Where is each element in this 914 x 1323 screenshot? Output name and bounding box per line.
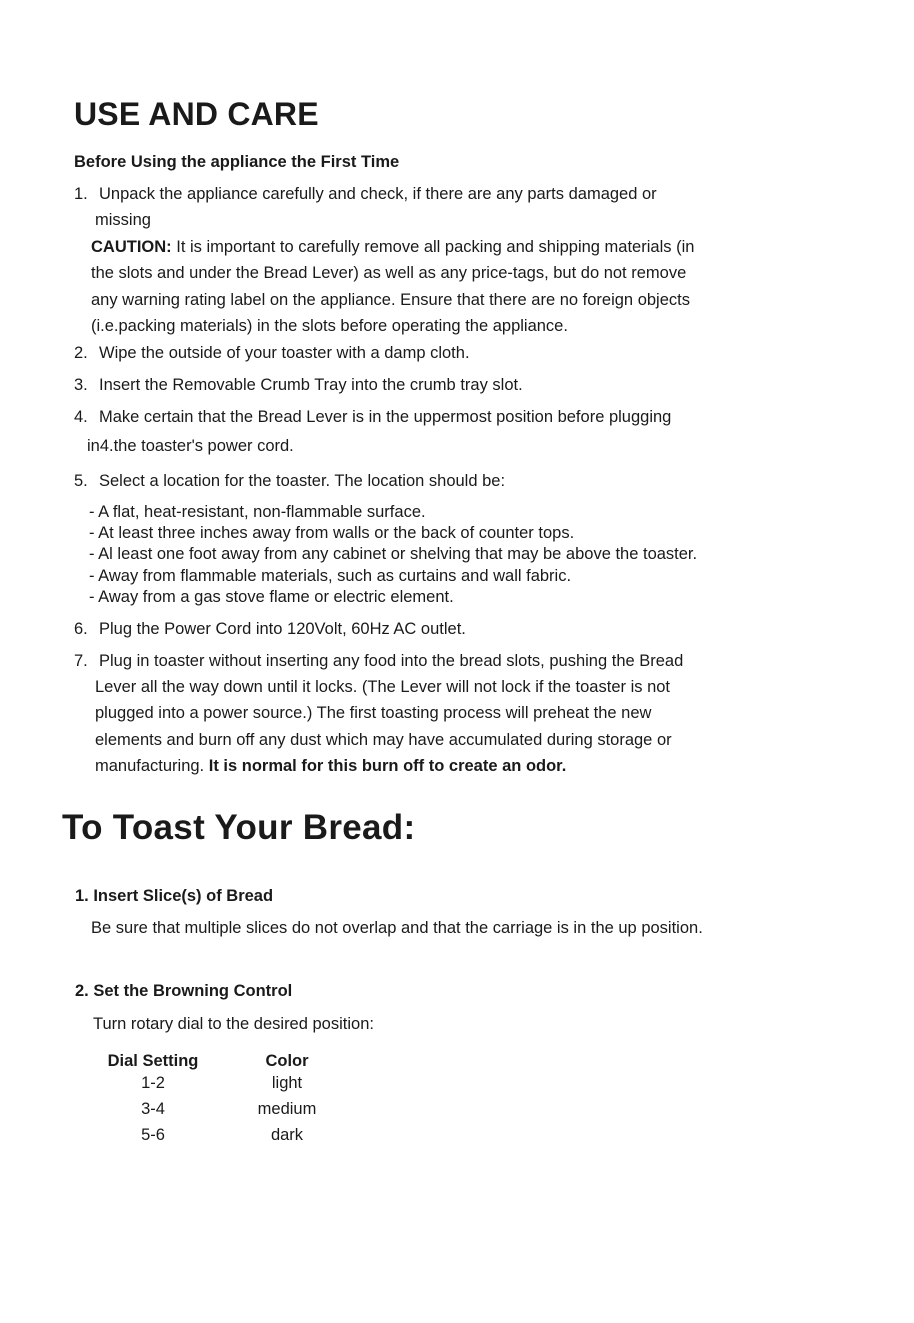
table-cell-color: light (271, 1074, 303, 1092)
step-number: 7. (74, 652, 88, 670)
step-4-text-cont: in4.the toaster's power cord. (87, 437, 294, 455)
step-7-text: Plug in toaster without inserting any food into the bread slots, pushing the Bread (99, 652, 684, 670)
location-bullet: - Away from a gas stove flame or electric element. (89, 588, 454, 606)
step-1-text: Unpack the appliance carefully and check, if there are any parts damaged or (99, 185, 657, 203)
step-2-text: Wipe the outside of your toaster with a damp cloth. (99, 344, 470, 362)
table-cell-setting: 5-6 (141, 1126, 165, 1144)
table-cell-setting: 1-2 (141, 1074, 165, 1092)
location-bullet: - A flat, heat-resistant, non-flammable surface. (89, 503, 426, 521)
caution-line (91, 238, 694, 257)
step-7-plain: manufacturing. (95, 757, 205, 775)
table-header-dial-setting: Dial Setting (107, 1052, 199, 1070)
location-bullet: - Away from flammable materials, such as curtains and wall fabric. (89, 567, 572, 585)
step-number: 6. (74, 620, 88, 638)
step-6-text: Plug the Power Cord into 120Volt, 60Hz AC outlet. (99, 620, 466, 638)
location-bullet: - At least three inches away from walls or the back of counter tops. (89, 524, 575, 542)
table-cell-color: medium (257, 1100, 317, 1118)
step-4-text: Make certain that the Bread Lever is in the uppermost position before plugging (99, 408, 672, 426)
section-title-toast: To Toast Your Bread: (62, 808, 416, 847)
step-7-text-cont: plugged into a power source.) The first toasting process will preheat the new (95, 704, 652, 722)
table-cell-color: dark (270, 1126, 304, 1144)
toast-step-2-text: Turn rotary dial to the desired position: (93, 1015, 374, 1033)
step-1-text-cont: missing (95, 211, 151, 229)
step-number: 4. (74, 408, 88, 426)
step-number: 3. (74, 376, 88, 394)
caution-text-4: (i.e.packing materials) in the slots before operating the appliance. (91, 317, 568, 335)
table-header-color: Color (265, 1052, 309, 1070)
section-heading-first-time: Before Using the appliance the First Time (74, 153, 400, 171)
caution-text-2: the slots and under the Bread Lever) as well as any price-tags, but do not remove (91, 264, 687, 282)
step-7-text-last (95, 757, 566, 776)
step-number: 5. (74, 472, 88, 490)
caution-text: It is important to carefully remove all packing and shipping materials (in (176, 238, 695, 256)
toast-step-2-heading: 2. Set the Browning Control (75, 982, 293, 1000)
odor-note: It is normal for this burn off to create an odor. (208, 757, 567, 775)
step-5-text: Select a location for the toaster. The location should be: (99, 472, 506, 490)
toast-step-1-heading: 1. Insert Slice(s) of Bread (75, 887, 274, 905)
location-bullet: - Al least one foot away from any cabinet or shelving that may be above the toaster. (89, 545, 698, 563)
page-title: USE AND CARE (74, 96, 319, 132)
step-7-text-cont: Lever all the way down until it locks. (The Lever will not lock if the toaster is not (95, 678, 671, 696)
caution-label: CAUTION: (91, 238, 172, 256)
step-number: 1. (74, 185, 88, 203)
step-3-text: Insert the Removable Crumb Tray into the crumb tray slot. (99, 376, 523, 394)
table-cell-setting: 3-4 (141, 1100, 165, 1118)
caution-text-3: any warning rating label on the appliance. Ensure that there are no foreign objects (91, 291, 690, 309)
step-number: 2. (74, 344, 88, 362)
step-7-text-cont: elements and burn off any dust which may have accumulated during storage or (95, 731, 672, 749)
toast-step-1-text: Be sure that multiple slices do not overlap and that the carriage is in the up position. (91, 919, 703, 937)
